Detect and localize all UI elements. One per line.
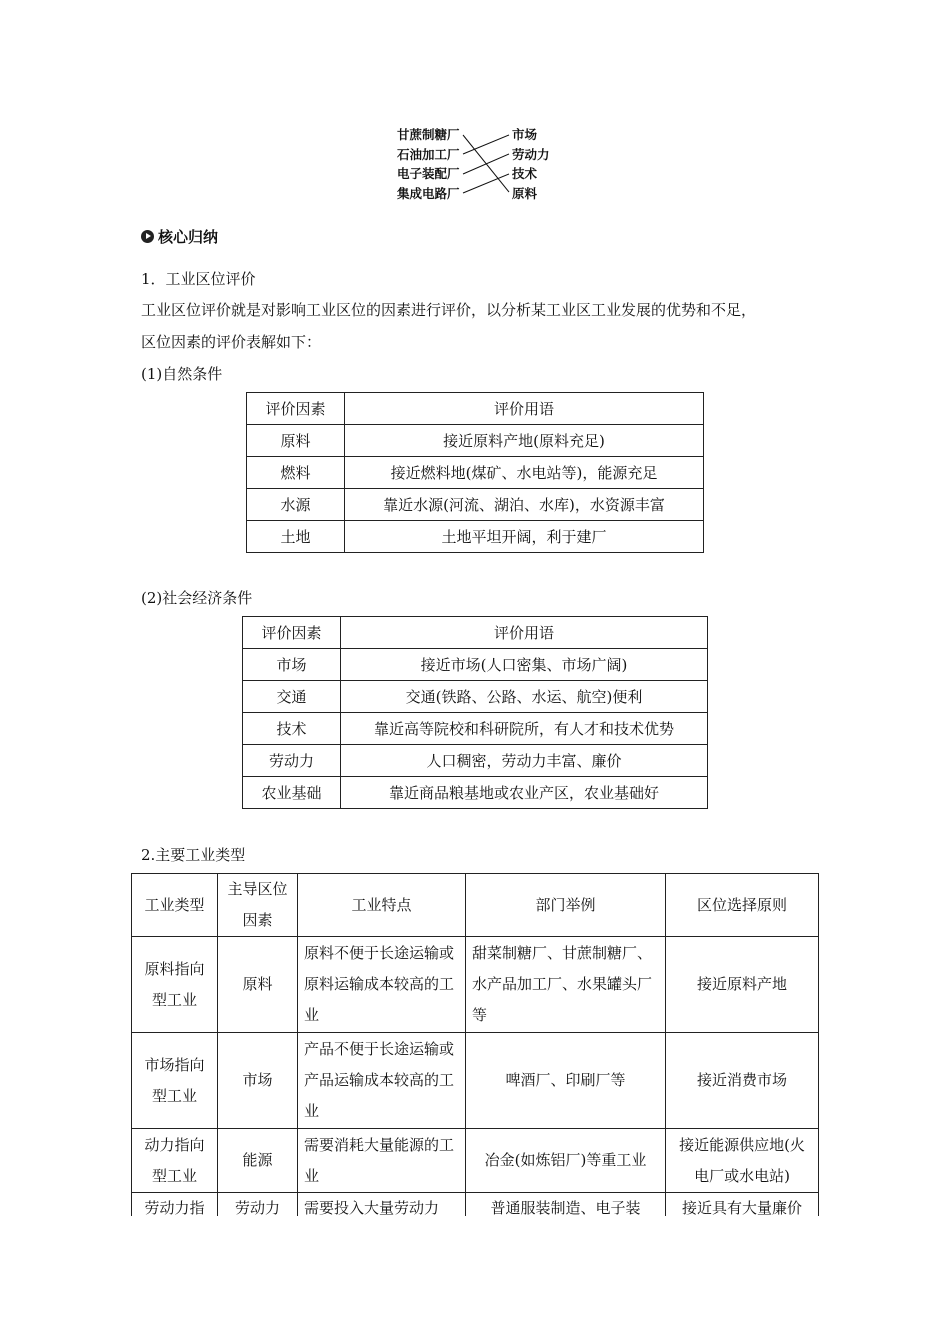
- table-cell: 原料: [247, 425, 345, 457]
- table-cell: 原料指向型工业: [132, 937, 218, 1033]
- matching-right-item: 市场: [512, 127, 538, 142]
- table-cell: 技术: [243, 713, 341, 745]
- table-cell: 原料不便于长途运输或原料运输成本较高的工业: [298, 937, 466, 1033]
- table-cell: 人口稠密，劳动力丰富、廉价: [341, 745, 708, 777]
- table-cell: 交通: [243, 681, 341, 713]
- table-cell: 劳动力: [218, 1193, 298, 1217]
- subheading-industry-types: 2.主要工业类型: [141, 846, 246, 864]
- table-cell: 燃料: [247, 457, 345, 489]
- table-cell: 需要投入大量劳动力: [298, 1193, 466, 1217]
- table-cell: 市场: [218, 1033, 298, 1129]
- table-cell: 接近能源供应地(火电厂或水电站): [666, 1129, 819, 1193]
- table-cell: 劳动力指: [132, 1193, 218, 1217]
- matching-left-item: 集成电路厂: [397, 185, 460, 201]
- matching-right-item: 原料: [512, 185, 538, 201]
- table-cell: 接近市场(人口密集、市场广阔): [341, 649, 708, 681]
- table-cell: 市场: [243, 649, 341, 681]
- table-row: [132, 1033, 819, 1129]
- table-cell: 劳动力: [243, 745, 341, 777]
- table-cell: 靠近水源(河流、湖泊、水库)，水资源丰富: [345, 489, 704, 521]
- table-cell: 水源: [247, 489, 345, 521]
- table-row: [132, 1193, 819, 1217]
- table-cell: 交通(铁路、公路、水运、航空)便利: [341, 681, 708, 713]
- industry-types-table: [131, 873, 819, 1216]
- table-header-cell: 工业类型: [132, 874, 218, 937]
- table-header-cell: 评价因素: [243, 617, 341, 649]
- matching-left-item: 石油加工厂: [397, 146, 460, 162]
- table-cell: 接近消费市场: [666, 1033, 819, 1129]
- table-cell: 产品不便于长途运输或产品运输成本较高的工业: [298, 1033, 466, 1129]
- matching-right-item: 技术: [512, 166, 538, 181]
- table-cell: 冶金(如炼铝厂)等重工业: [466, 1129, 666, 1193]
- table-cell: 需要消耗大量能源的工业: [298, 1129, 466, 1193]
- table-row: [132, 1129, 819, 1193]
- table-cell: 靠近高等院校和科研院所，有人才和技术优势: [341, 713, 708, 745]
- table-cell: 原料: [218, 937, 298, 1033]
- subheading-natural: (1)自然条件: [141, 365, 223, 383]
- subheading-industrial-location: 1．工业区位评价: [141, 270, 256, 288]
- table-cell: 土地平坦开阔，利于建厂: [345, 521, 704, 553]
- table-header-cell: 评价因素: [247, 393, 345, 425]
- matching-right-item: 劳动力: [512, 146, 550, 162]
- table-cell: 甜菜制糖厂、甘蔗制糖厂、水产品加工厂、水果罐头厂等: [466, 937, 666, 1033]
- paragraph-line: 区位因素的评价表解如下：: [141, 333, 322, 351]
- table-cell: 能源: [218, 1129, 298, 1193]
- paragraph-line: 工业区位评价就是对影响工业区位的因素进行评价，以分析某工业区工业发展的优势和不足，: [141, 301, 757, 319]
- table-cell: 农业基础: [243, 777, 341, 809]
- table-cell: 接近燃料地(煤矿、水电站等)，能源充足: [345, 457, 704, 489]
- table-header-cell: 部门举例: [466, 874, 666, 937]
- table-row: [132, 937, 819, 1033]
- table-cell: 靠近商品粮基地或农业产区，农业基础好: [341, 777, 708, 809]
- table-header-cell: 区位选择原则: [666, 874, 819, 937]
- table-header-cell: 评价用语: [341, 617, 708, 649]
- table-cell: 动力指向型工业: [132, 1129, 218, 1193]
- table-cell: 接近原料产地(原料充足): [345, 425, 704, 457]
- table-header-cell: 评价用语: [345, 393, 704, 425]
- matching-left-item: 电子装配厂: [397, 166, 460, 181]
- table-cell: 市场指向型工业: [132, 1033, 218, 1129]
- table-header-cell: 主导区位因素: [218, 874, 298, 937]
- table-cell: 啤酒厂、印刷厂等: [466, 1033, 666, 1129]
- table-header-cell: 工业特点: [298, 874, 466, 937]
- subheading-socioeconomic: (2)社会经济条件: [141, 589, 253, 607]
- table-cell: 普通服装制造、电子装: [466, 1193, 666, 1217]
- table-cell: 土地: [247, 521, 345, 553]
- table-cell: 接近具有大量廉价: [666, 1193, 819, 1217]
- section-title: 核心归纳: [158, 228, 219, 246]
- matching-left-item: 甘蔗制糖厂: [397, 127, 460, 142]
- table-cell: 接近原料产地: [666, 937, 819, 1033]
- table-header-row: [132, 874, 819, 937]
